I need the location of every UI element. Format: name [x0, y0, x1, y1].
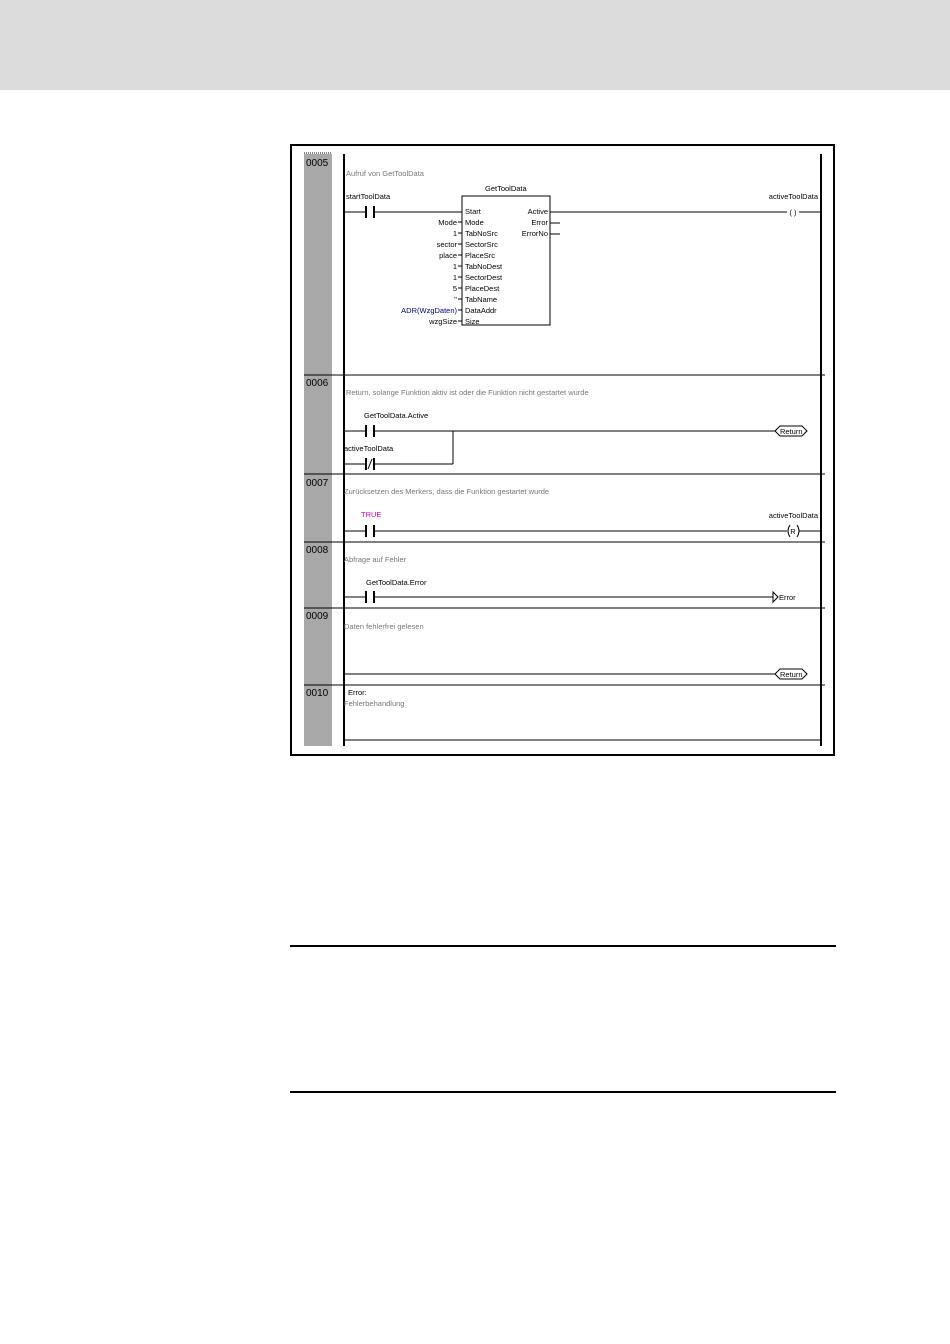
network-0005 [344, 169, 821, 326]
input-wires [458, 222, 462, 321]
output-wires [550, 212, 787, 234]
network-0010 [344, 688, 404, 708]
block-input-pin: SectorSrc [465, 240, 498, 249]
contact-label: GetToolData.Error [366, 578, 427, 587]
contact-label: activeToolData [344, 444, 394, 453]
network-comment: Zurücksetzen des Merkers, dass die Funktion gestartet wurde [344, 487, 550, 496]
network-0007 [344, 487, 821, 537]
network-0008 [344, 555, 796, 603]
network-comment: Daten fehlerfrei gelesen [344, 622, 424, 631]
input-value[interactable]: Mode [438, 218, 457, 227]
block-input-pin: PlaceDest [465, 284, 500, 293]
block-output-pin: Error [531, 218, 548, 227]
block-input-pin: TabNoDest [465, 262, 503, 271]
network-number[interactable]: 0008 [306, 545, 329, 556]
network-number[interactable]: 0010 [306, 688, 329, 699]
input-value[interactable]: sector [436, 240, 457, 249]
jump-label: Return [780, 670, 803, 679]
error-jump[interactable] [773, 592, 778, 602]
ladder-editor-window [290, 144, 835, 756]
network-number[interactable]: 0005 [306, 158, 329, 169]
input-value[interactable]: wzgSize [429, 317, 457, 326]
block-output-pin: ErrorNo [521, 229, 548, 238]
block-input-pin: SectorDest [465, 273, 503, 282]
network-comment: Return, solange Funktion aktiv ist oder die Funktion nicht gestartet wurde [346, 388, 589, 397]
block-input-pin: Start [465, 207, 481, 216]
network-number[interactable]: 0006 [306, 378, 329, 389]
network-number[interactable]: 0007 [306, 478, 329, 489]
block-input-pin: TabNoSrc [465, 229, 498, 238]
divider-line [290, 945, 836, 947]
adr-input-value[interactable]: ADR(WzgDaten) [401, 306, 457, 315]
jump-label: Return [780, 427, 803, 436]
coil-label: activeToolData [768, 511, 818, 520]
input-value[interactable]: 1 [452, 262, 457, 271]
network-number[interactable]: 0009 [306, 611, 329, 622]
network-comment: Aufruf von GetToolData [346, 169, 424, 178]
no-contact[interactable] [344, 525, 787, 537]
no-contact[interactable] [344, 591, 773, 603]
block-input-pin: DataAddr [465, 306, 497, 315]
coil[interactable]: ( ) [789, 208, 797, 217]
block-input-pin: Size [465, 317, 480, 326]
network-comment: Abfrage auf Fehler [344, 555, 407, 564]
page-header-band [0, 0, 950, 90]
coil-label: activeToolData [768, 192, 818, 201]
block-output-pin: Active [527, 207, 548, 216]
reset-coil-symbol: R [790, 527, 796, 536]
network-comment: Fehlerbehandlung [344, 699, 405, 708]
network-number-gutter [304, 154, 332, 746]
block-input-pin: Mode [465, 218, 484, 227]
jump-label: Error [779, 593, 796, 602]
input-value[interactable]: 5 [452, 284, 457, 293]
input-value[interactable]: '' [454, 295, 457, 304]
ladder-diagram [292, 146, 833, 754]
block-input-pin: TabName [465, 295, 498, 304]
block-input-pin: PlaceSrc [465, 251, 496, 260]
contact-label: GetToolData.Active [364, 411, 429, 420]
contact-label: startToolData [346, 192, 391, 201]
no-contact[interactable] [344, 425, 775, 437]
no-contact[interactable] [344, 206, 462, 218]
divider-line [290, 1091, 836, 1093]
jump-target-label[interactable]: Error: [348, 688, 367, 697]
block-instance-name[interactable]: GetToolData [485, 184, 527, 193]
true-constant[interactable]: TRUE [361, 510, 382, 519]
input-value[interactable]: place [439, 251, 457, 260]
network-0006 [344, 388, 807, 470]
network-0009 [344, 622, 807, 679]
input-value[interactable]: 1 [452, 273, 457, 282]
input-value[interactable]: 1 [452, 229, 457, 238]
